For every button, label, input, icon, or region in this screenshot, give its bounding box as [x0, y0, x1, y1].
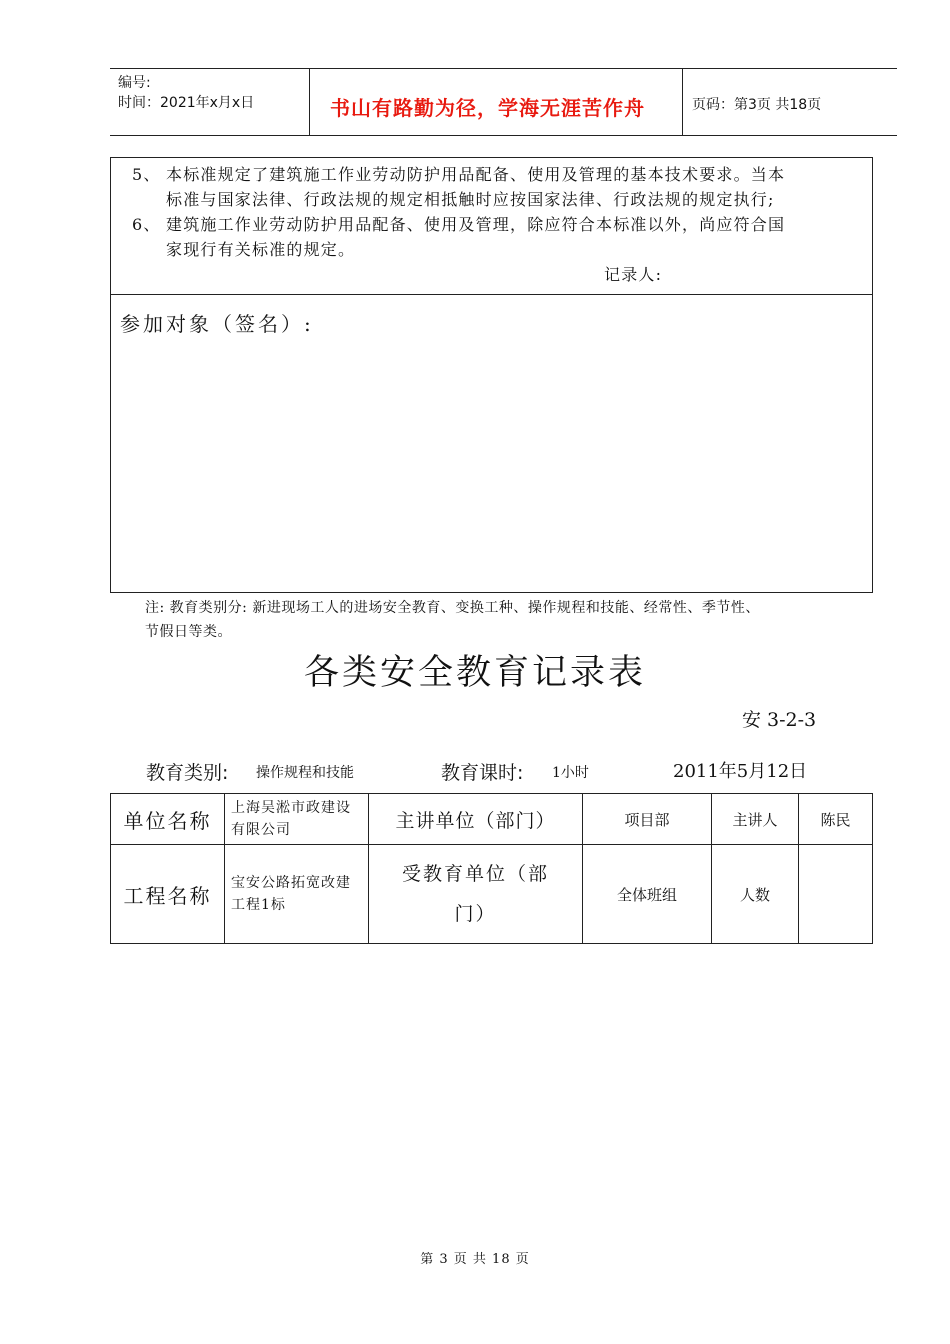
- hours-value: 1小时: [552, 765, 589, 781]
- table-row: [111, 794, 873, 845]
- header-bottom-rule: [110, 135, 897, 136]
- recorder-label: 记录人:: [604, 265, 663, 284]
- note-line-2: 节假日等类。: [145, 624, 232, 640]
- form-code: 安 3-2-3: [742, 709, 817, 731]
- category-value: 操作规程和技能: [256, 765, 354, 781]
- item-5-number: 5、: [132, 165, 161, 184]
- trainee-unit-label: 受教育单位（部门）: [369, 845, 583, 944]
- lecturer-value: 陈民: [799, 794, 873, 845]
- unit-name-value: 上海吴淞市政建设有限公司: [225, 794, 369, 845]
- upper-box-separator: [111, 294, 872, 295]
- hours-label: 教育课时:: [441, 762, 524, 784]
- participants-signature-label: 参加对象（签名）:: [120, 312, 314, 336]
- item-6-line-2: 家现行有关标准的规定。: [166, 240, 356, 259]
- category-label: 教育类别:: [146, 762, 229, 784]
- lecturer-unit-label: 主讲单位（部门）: [369, 794, 583, 845]
- header-top-rule: [110, 68, 897, 69]
- headcount-value[interactable]: [799, 845, 873, 944]
- lecturer-unit-value: 项目部: [583, 794, 712, 845]
- form-date: 2011年5月12日: [673, 761, 808, 782]
- header-divider-right: [682, 68, 683, 135]
- header-divider-left: [309, 68, 310, 135]
- page-footer: 第 3 页 共 18 页: [420, 1252, 530, 1267]
- item-6-line-1: 建筑施工作业劳动防护用品配备、使用及管理，除应符合本标准以外，尚应符合国: [166, 215, 786, 234]
- document-number-label: 编号:: [118, 75, 151, 91]
- signature-area[interactable]: [111, 345, 871, 590]
- education-record-table: [110, 793, 873, 944]
- form-title: 各类安全教育记录表: [303, 653, 646, 693]
- item-6-number: 6、: [132, 215, 161, 234]
- lecturer-label: 主讲人: [712, 794, 799, 845]
- table-row: [111, 845, 873, 944]
- header-motto: 书山有路勤为径，学海无涯苦作舟: [330, 96, 645, 120]
- project-name-label: 工程名称: [111, 845, 225, 944]
- unit-name-label: 单位名称: [111, 794, 225, 845]
- document-time-label: 时间：2021年x月x日: [118, 95, 255, 111]
- item-5-line-2: 标准与国家法律、行政法规的规定相抵触时应按国家法律、行政法规的规定执行;: [166, 190, 775, 209]
- header-page-info: 页码：第3页 共18页: [692, 97, 822, 113]
- headcount-label: 人数: [712, 845, 799, 944]
- trainee-unit-value: 全体班组: [583, 845, 712, 944]
- project-name-value: 宝安公路拓宽改建工程1标: [225, 845, 369, 944]
- item-5-line-1: 本标准规定了建筑施工作业劳动防护用品配备、使用及管理的基本技术要求。当本: [166, 165, 786, 184]
- note-line-1: 注: 教育类别分: 新进现场工人的进场安全教育、变换工种、操作规程和技能、经常性、季节性、: [145, 600, 760, 616]
